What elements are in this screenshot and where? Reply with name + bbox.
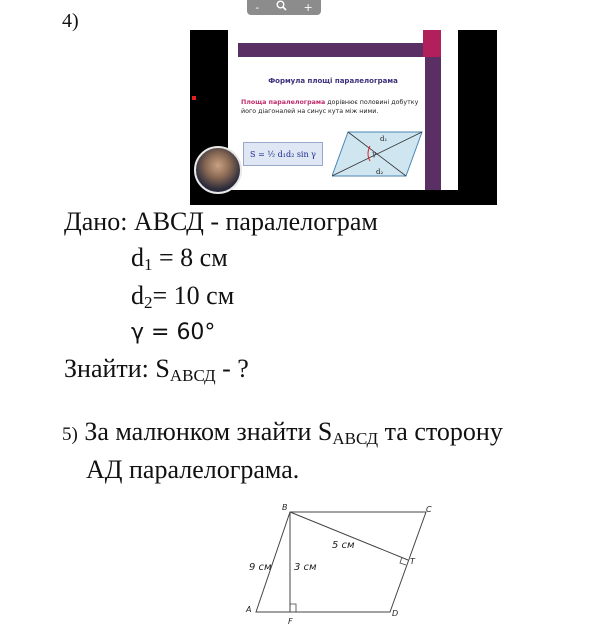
problem-5-number: 5) bbox=[62, 424, 78, 445]
find-rest: - ? bbox=[215, 354, 249, 383]
side-ab-label: 9 см bbox=[249, 562, 272, 573]
slide-header-bar bbox=[238, 43, 424, 57]
slide-side-bar bbox=[425, 57, 441, 190]
problem-5-text: За малюнком знайти S bbox=[77, 417, 333, 446]
slide-highlight: Площа паралелограма bbox=[241, 99, 326, 106]
d1-sub: 1 bbox=[144, 255, 153, 274]
d2-sub: 2 bbox=[144, 293, 153, 312]
point-d-label: D bbox=[392, 609, 399, 618]
record-indicator-icon bbox=[192, 96, 196, 100]
point-c-label: C bbox=[426, 505, 432, 514]
slide-parallelogram-diagram bbox=[332, 130, 424, 178]
given-line bbox=[64, 207, 378, 237]
gamma-line: γ = 60° bbox=[131, 320, 216, 345]
slide-diag1-label: d₁ bbox=[380, 135, 388, 143]
zoom-in-button[interactable]: + bbox=[303, 0, 313, 14]
slide-diag2-label: d₂ bbox=[376, 168, 384, 176]
find-sub: АВСД bbox=[169, 366, 216, 385]
point-f-label: F bbox=[288, 617, 293, 626]
parallelogram-figure bbox=[236, 500, 446, 628]
zoom-out-button[interactable]: - bbox=[255, 0, 260, 14]
slide-text bbox=[241, 98, 421, 116]
find-label: Знайти: S bbox=[64, 354, 170, 383]
d2-line bbox=[131, 281, 234, 318]
problem-5-text-rest: та сторону bbox=[378, 417, 503, 446]
magnifier-icon[interactable] bbox=[276, 0, 287, 15]
height-bf-label: 3 см bbox=[294, 562, 317, 573]
given-value: - паралелограм bbox=[203, 207, 378, 236]
slide-accent-block bbox=[423, 30, 441, 57]
slide-title: Формула площі паралелограма bbox=[268, 77, 398, 85]
problem-5-line2: АД паралелограма. bbox=[86, 455, 300, 484]
point-t-label: T bbox=[410, 557, 415, 566]
d1-name: d bbox=[131, 243, 144, 272]
point-b-label: B bbox=[282, 503, 288, 512]
problem-4-number: 4) bbox=[62, 10, 79, 32]
slide-formula: S = ½ d₁d₂ sin γ bbox=[243, 142, 323, 166]
d2-value: = 10 см bbox=[152, 281, 235, 310]
d1-line bbox=[131, 243, 228, 280]
slide-definition: дорівнює половині добутку його діагоналей на синус кута між ними. bbox=[241, 99, 419, 115]
slide-angle-label: γ bbox=[372, 150, 377, 158]
point-a-label: A bbox=[246, 605, 252, 614]
problem-5-sub: АВСД bbox=[332, 429, 379, 448]
find-line bbox=[64, 354, 249, 391]
height-bt-label: 5 см bbox=[332, 540, 355, 551]
lesson-slide bbox=[228, 30, 458, 190]
presenter-avatar bbox=[194, 146, 242, 194]
given-label: Дано: АВСД bbox=[64, 207, 204, 236]
problem-5-line1 bbox=[62, 417, 503, 454]
d1-value: = 8 см bbox=[152, 243, 228, 272]
d2-name: d bbox=[131, 281, 144, 310]
zoom-toolbar bbox=[247, 0, 321, 15]
